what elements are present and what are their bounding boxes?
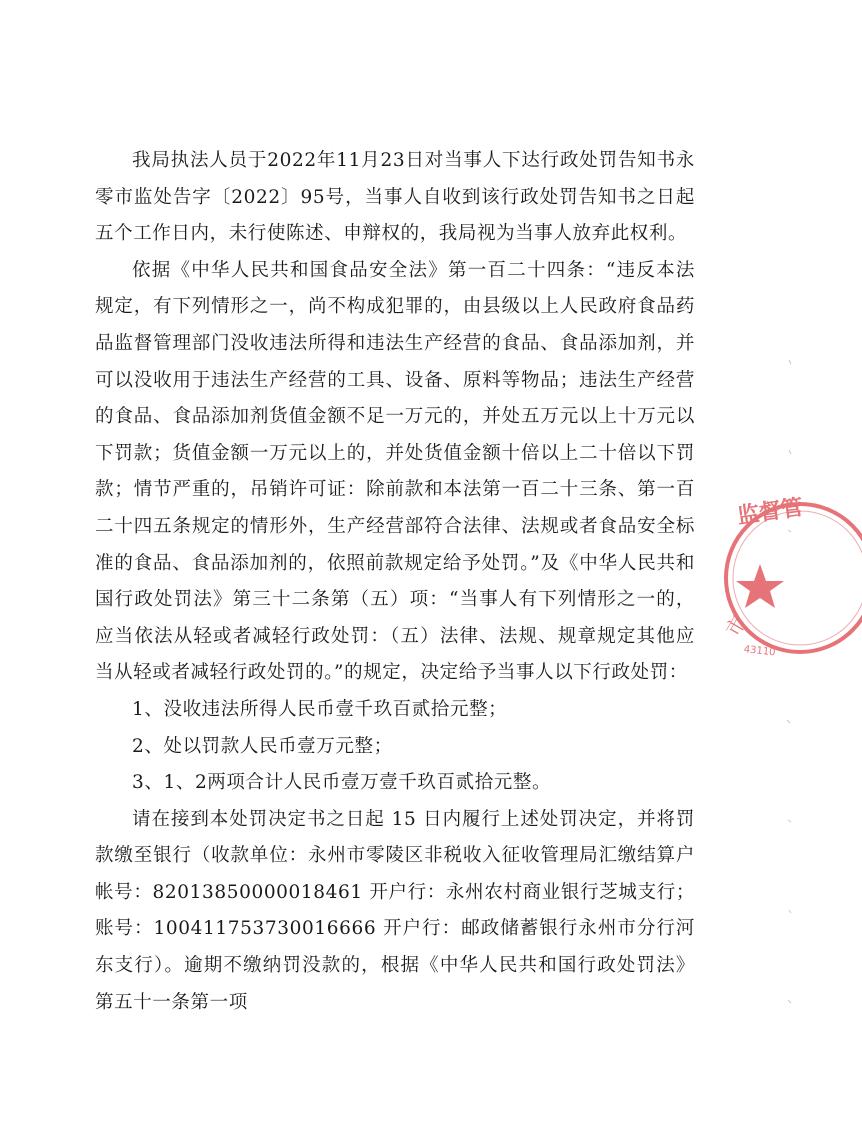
svg-text:市: 市 <box>720 611 752 641</box>
penalty-item-2: 2、处以罚款人民币壹万元整； <box>132 735 393 757</box>
seal-text: 监督管 <box>735 494 805 530</box>
paragraph-notice: 我局执法人员于2022年11月23日对当事人下达行政处罚告知书永零市监处告字〔2022〕95号，当事人自收到该行政处罚告知书之日起五个工作日内，未行使陈述、申辩权的，我局视为当事人放弃此权利。 <box>95 150 695 245</box>
penalty-item-3: 3、1、2两项合计人民币壹万壹千玖百贰拾元整。 <box>132 772 552 794</box>
paragraph-payment-instructions: 请在接到本处罚决定书之日起 15 日内履行上述处罚决定，并将罚款缴至银行（收款单位：永州市零陵区非税收入征收管理局汇缴结算户 帐号：82013850000018461 开户行：永州农村商业银行芝城支行；账号：100411753730016666 开户行：邮政储蓄银行永州市分行河东支行）。逾期不缴纳罚没款的，根据《中华人民共和国行政处罚法》第五十一条第一项 <box>95 808 695 1013</box>
document-body <box>95 143 695 1021</box>
scan-edge-marks <box>773 300 793 1100</box>
penalty-item-1: 1、没收违法所得人民币壹千玖百贰拾元整； <box>132 698 508 720</box>
paragraph-legal-basis: 依据《中华人民共和国食品安全法》第一百二十四条：“违反本法规定，有下列情形之一，尚不构成犯罪的，由县级以上人民政府食品药品监督管理部门没收违法所得和违法生产经营的食品、食品添加剂，并可以没收用于违法生产经营的工具、设备、原料等物品；违法生产经营的食品、食品添加剂货值金额不足一万元的，并处五万元以上十万元以下罚款；货值金额一万元以上的，并处货值金额十倍以上二十倍以下罚款；情节严重的，吊销许可证：除前款和本法第一百二十三条、第一百二十四五条规定的情形外，生产经营部符合法律、法规或者食品安全标准的食品、食品添加剂的，依照前款规定给予处罚。”及《中华人民共和国行政处罚法》第三十二条第（五）项：“当事人有下列情形之一的，应当依法从轻或者减轻行政处罚：（五）法律、法规、规章规定其他应当从轻或者减轻行政处罚的。”的规定，决定给予当事人以下行政处罚： <box>95 259 695 684</box>
seal-number: 43110 <box>743 644 776 659</box>
